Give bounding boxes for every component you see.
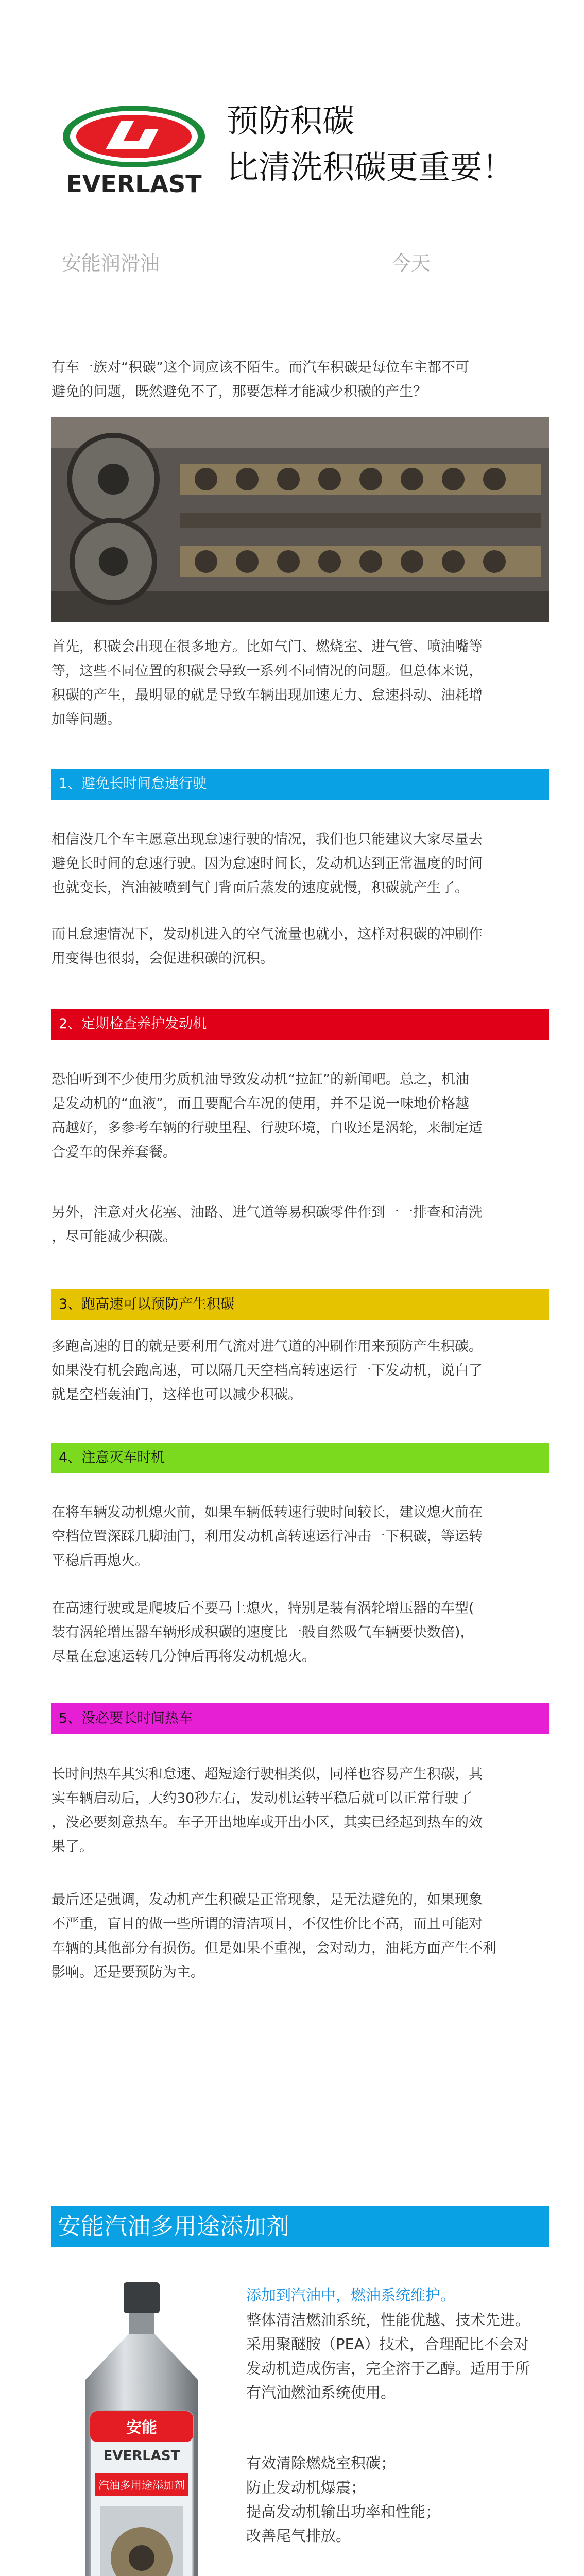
product-bottle	[62, 2277, 232, 2576]
publish-date: 今天	[391, 252, 431, 275]
section-heading-5: 5、没必要长时间热车	[51, 1703, 549, 1734]
section-4-paragraph-2: 在高速行驶或是爬坡后不要马上熄火，特别是装有涡轮增压器的车型( 装有涡轮增压器车辆形成积碳的速度比一般自然吸气车辆要快数倍)， 尽量在怠速运转几分钟后再将发动机熄火。	[51, 1600, 474, 1665]
product-banner: 安能汽油多用途添加剂	[51, 2206, 549, 2247]
product-description: 整体清洁燃油系统，性能优越、技术先进。 采用聚醚胺（PEA）技术，合理配比不会对 发动机造成伤害，完全溶于乙醇。适用于所 有汽油燃油系统使用。	[246, 2311, 530, 2401]
source-label[interactable]: 安能润滑油	[62, 252, 160, 275]
section-heading-1: 1、避免长时间怠速行驶	[51, 769, 549, 800]
logo-wordmark: EVERLAST	[66, 170, 202, 198]
section-2-paragraph-2: 另外，注意对火花塞、油路、进气道等易积碳零件作到一一排查和清洗 ，尽可能减少积碳。	[51, 1205, 483, 1245]
title-line-1: 预防积碳	[227, 102, 355, 140]
section-3-paragraph-1: 多跑高速的目的就是要利用气流对进气道的冲刷作用来预防产生积碳。 如果没有机会跑高速，可以隔几天空档高转速运行一下发动机，说白了 就是空档轰油门，这样也可以减少积碳。	[51, 1338, 483, 1403]
section-5-paragraph-2: 最后还是强调，发动机产生积碳是正常现象，是无法避免的，如果现象 不严重，盲目的做一些所谓的清洁项目，不仅性价比不高，而且可能对 车辆的其他部分有损伤。但是如果不重视，会对动力，油耗方面产生不利 影响。还是要预防为主。	[51, 1892, 496, 1980]
section-heading-4: 4、注意灭车时机	[51, 1443, 549, 1473]
section-heading-3: 3、跑高速可以预防产生积碳	[51, 1289, 549, 1320]
section-5-paragraph-1: 长时间热车其实和怠速、超短途行驶相类似，同样也容易产生积碳，其 实车辆启动后，大约30秒左右，发动机运转平稳后就可以正常行驶了 ，没必要刻意热车。车子开出地库或开出小区，其实已经起到热车的效 果了。	[51, 1766, 483, 1855]
bottle-product-name: 汽油多用途添加剂	[98, 2479, 185, 2492]
everlast-logo	[57, 100, 221, 204]
section-2-paragraph-1: 恐怕听到不少使用劣质机油导致发动机“拉缸”的新闻吧。总之，机油 是发动机的“血液”，而且要配合车况的使用，并不是说一味地价格越 高越好，多参考车辆的行驶里程、行驶环境，自收还是涡轮，来制定适 合爱车的保养套餐。	[51, 1072, 483, 1160]
section-1-paragraph-2: 而且怠速情况下，发动机进入的空气流量也就小，这样对积碳的冲刷作 用变得也很弱，会促进积碳的沉积。	[51, 926, 483, 967]
section-4-paragraph-1: 在将车辆发动机熄火前，如果车辆低转速行驶时间较长，建议熄火前在 空档位置深踩几脚油门，利用发动机高转速运行冲击一下积碳，等运转 平稳后再熄火。	[51, 1504, 483, 1569]
intro-paragraph: 有车一族对“积碳”这个词应该不陌生。而汽车积碳是每位车主都不可 避免的问题，既然避免不了，那要怎样才能减少积碳的产生？	[51, 360, 469, 400]
product-highlight: 添加到汽油中，燃油系统维护。	[246, 2286, 456, 2304]
engine-photo	[51, 417, 549, 622]
product-benefits: 有效清除燃烧室积碳； 防止发动机爆震； 提高发动机输出功率和性能； 改善尾气排放。	[246, 2454, 441, 2545]
section-heading-2: 2、定期检查养护发动机	[51, 1009, 549, 1040]
section-1-paragraph-1: 相信没几个车主愿意出现怠速行驶的情况，我们也只能建议大家尽量去 避免长时间的怠速行驶。因为怠速时间长，发动机达到正常温度的时间 也就变长，汽油被喷到气门背面后蒸发的速度就慢，积碳就产生了。	[51, 832, 483, 896]
title-line-2: 比清洗积碳更重要！	[227, 148, 514, 186]
paragraph-first: 首先，积碳会出现在很多地方。比如气门、燃烧室、进气管、喷油嘴等 等，这些不同位置的积碳会导致一系列不同情况的问题。但总体来说， 积碳的产生，最明显的就是导致车辆出现加速无力、怠速抖动、油耗增 加等问题。	[51, 639, 483, 727]
bottle-brand: EVERLAST	[103, 2448, 180, 2464]
bottle-label-cn: 安能	[126, 2419, 157, 2437]
